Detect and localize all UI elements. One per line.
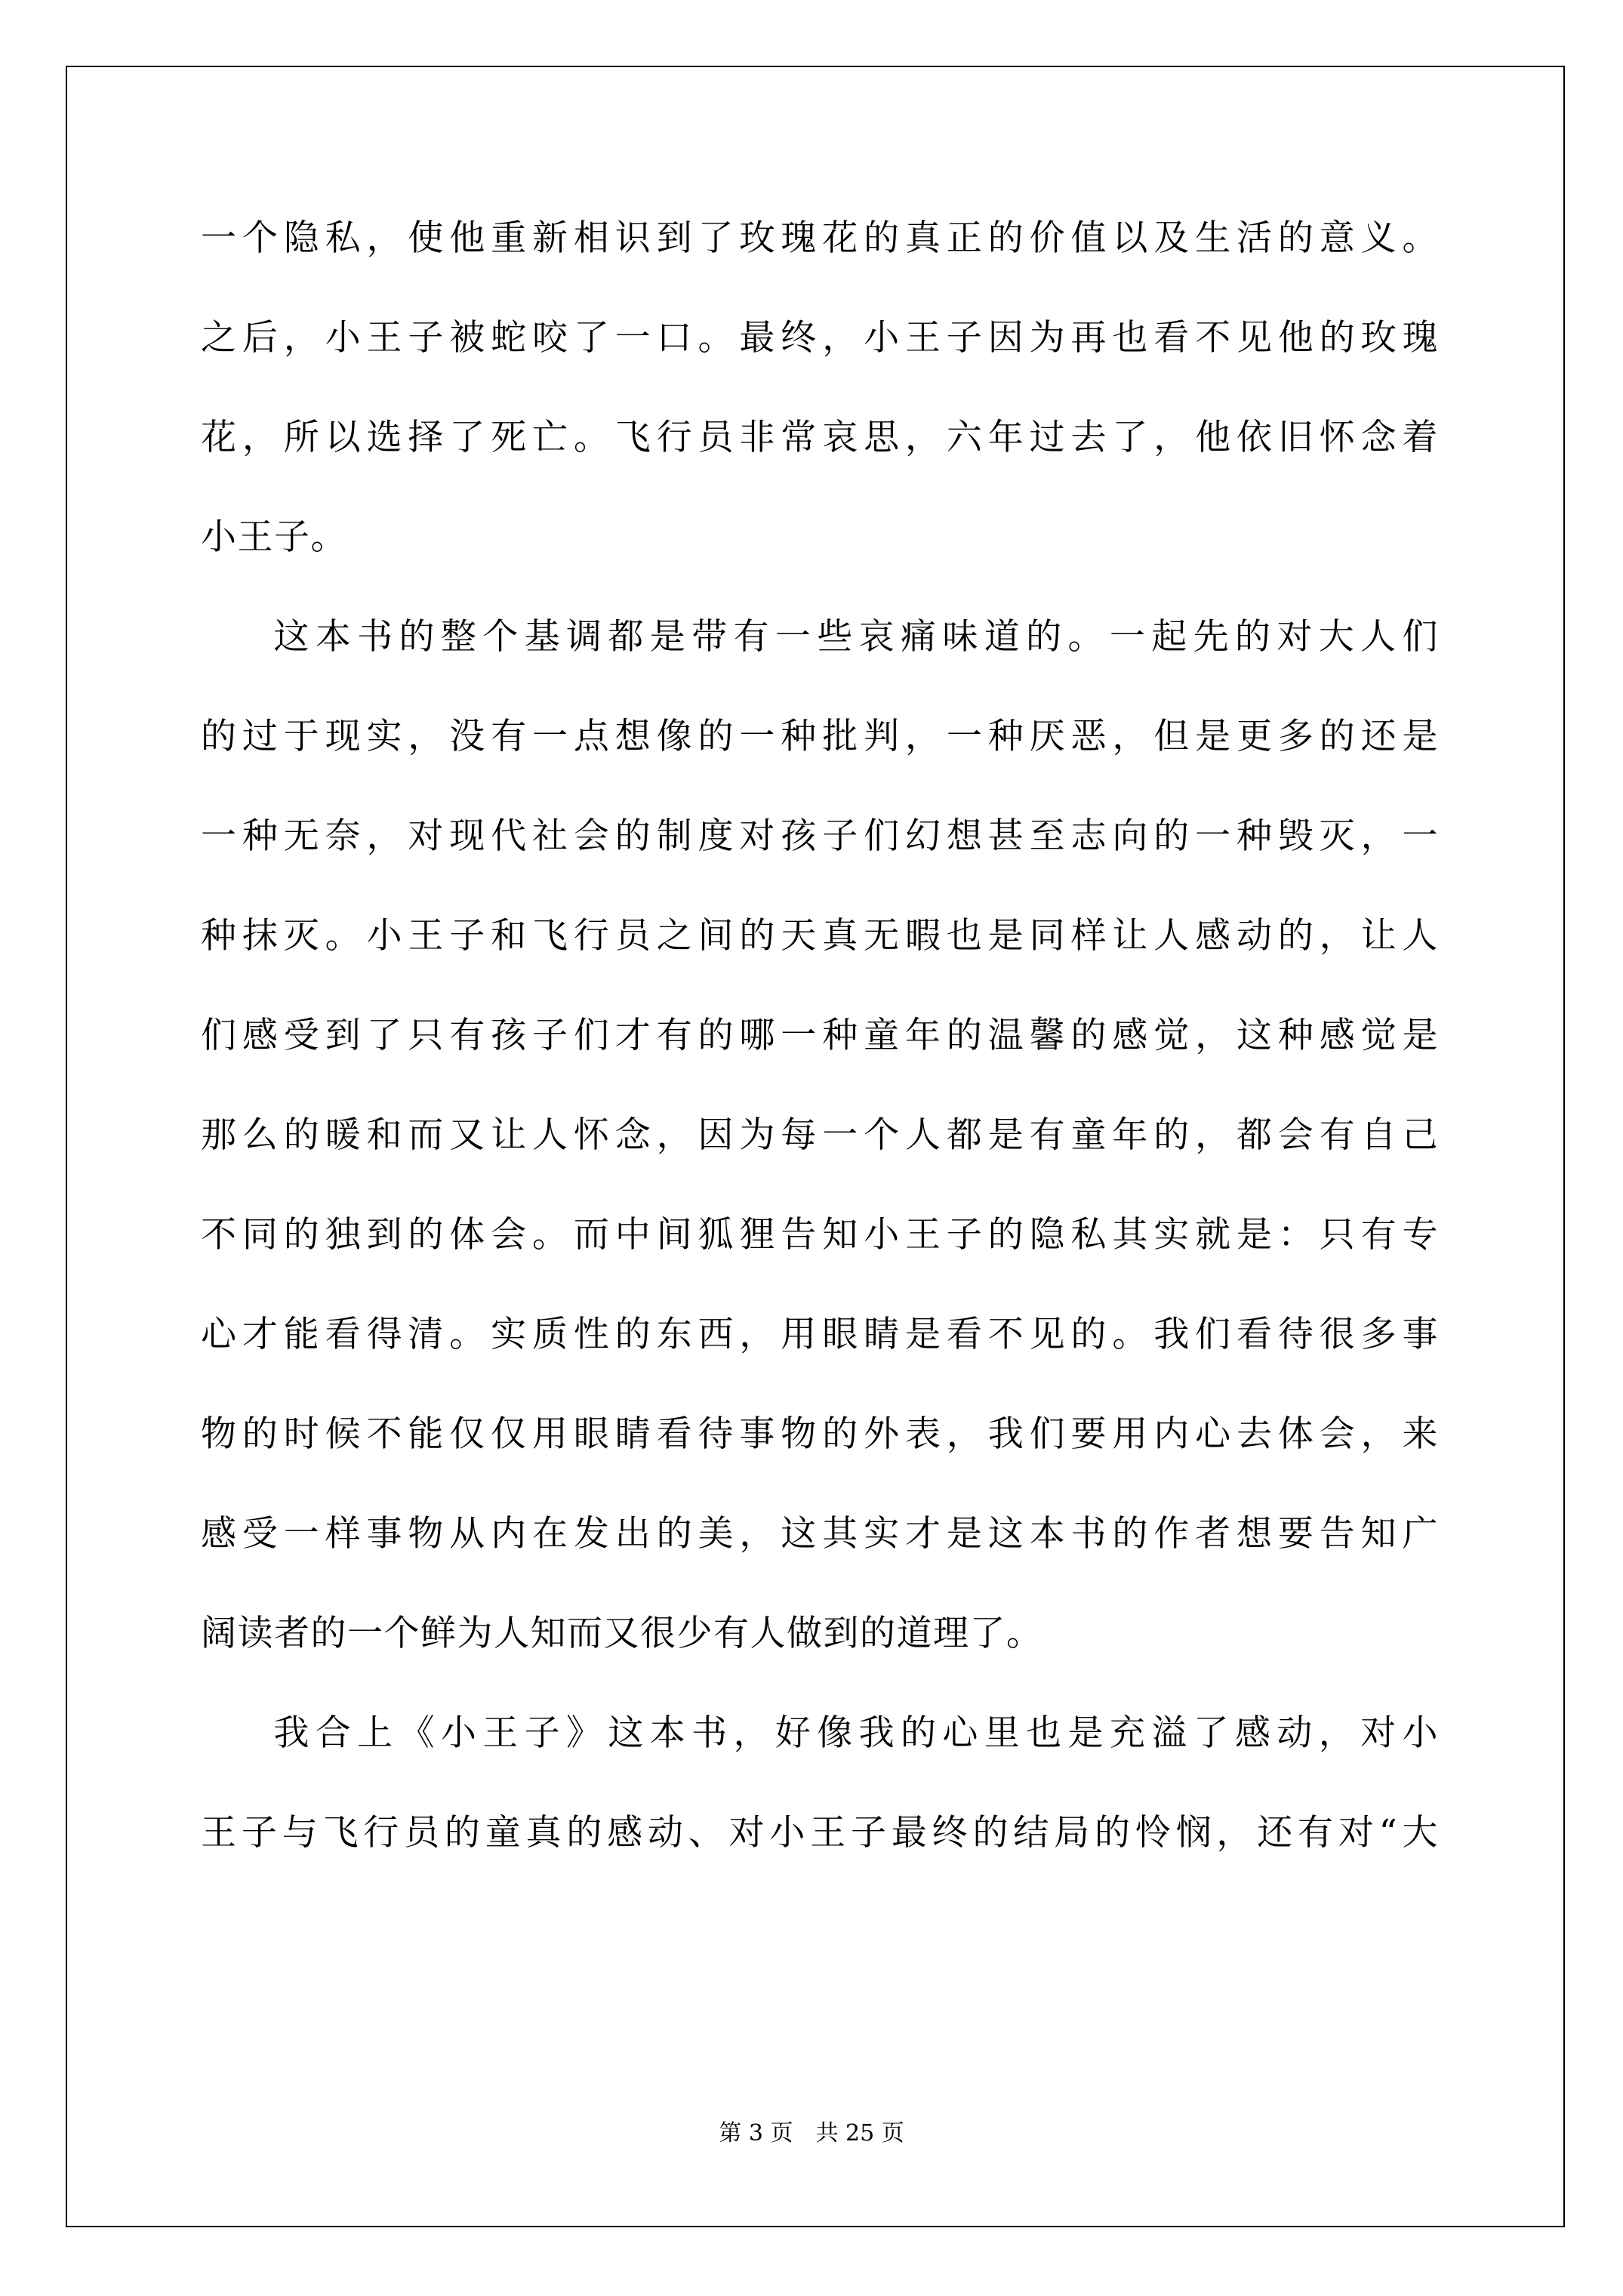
page-footer — [0, 2114, 1623, 2147]
text-line: 不同的独到的体会。而中间狐狸告知小王子的隐私其实就是：只有专 — [201, 1214, 1439, 1256]
text-line: 那么的暖和而又让人怀念，因为每一个人都是有童年的，都会有自己 — [201, 1114, 1439, 1156]
text-line: 一个隐私，使他重新相识到了玫瑰花的真正的价值以及生活的意义。 — [201, 217, 1439, 259]
paragraph-1 — [201, 189, 1439, 587]
text-line: 心才能看得清。实质性的东西，用眼睛是看不见的。我们看待很多事 — [201, 1314, 1439, 1355]
page-total: 共 25 页 — [815, 2120, 904, 2147]
text-line: 花，所以选择了死亡。飞行员非常哀思，六年过去了，他依旧怀念着 — [201, 417, 1439, 458]
text-line: 之后，小王子被蛇咬了一口。最终，小王子因为再也看不见他的玫瑰 — [201, 317, 1439, 359]
text-line: 阔读者的一个鲜为人知而又很少有人做到的道理了。 — [201, 1613, 1043, 1654]
text-line: 小王子。 — [201, 516, 347, 558]
text-line: 物的时候不能仅仅用眼睛看待事物的外表，我们要用内心去体会，来 — [201, 1413, 1439, 1455]
document-body — [201, 189, 1439, 1883]
page-number: 第 3 页 — [719, 2120, 793, 2147]
text-line: 我合上《小王子》这本书，好像我的心里也是充溢了感动，对小 — [273, 1712, 1439, 1754]
paragraph-2 — [201, 587, 1439, 1684]
paragraph-3 — [201, 1684, 1439, 1883]
text-line: 一种无奈，对现代社会的制度对孩子们幻想甚至志向的一种毁灭，一 — [201, 815, 1439, 857]
text-line: 种抹灭。小王子和飞行员之间的天真无暇也是同样让人感动的，让人 — [201, 915, 1439, 957]
text-line: 的过于现实，没有一点想像的一种批判，一种厌恶，但是更多的还是 — [201, 716, 1439, 757]
text-line: 王子与飞行员的童真的感动、对小王子最终的结局的怜悯，还有对“大 — [201, 1812, 1439, 1854]
text-line: 们感受到了只有孩子们才有的哪一种童年的温馨的感觉，这种感觉是 — [201, 1015, 1439, 1056]
text-line: 这本书的整个基调都是带有一些哀痛味道的。一起先的对大人们 — [273, 616, 1439, 658]
text-line: 感受一样事物从内在发出的美，这其实才是这本书的作者想要告知广 — [201, 1513, 1439, 1555]
